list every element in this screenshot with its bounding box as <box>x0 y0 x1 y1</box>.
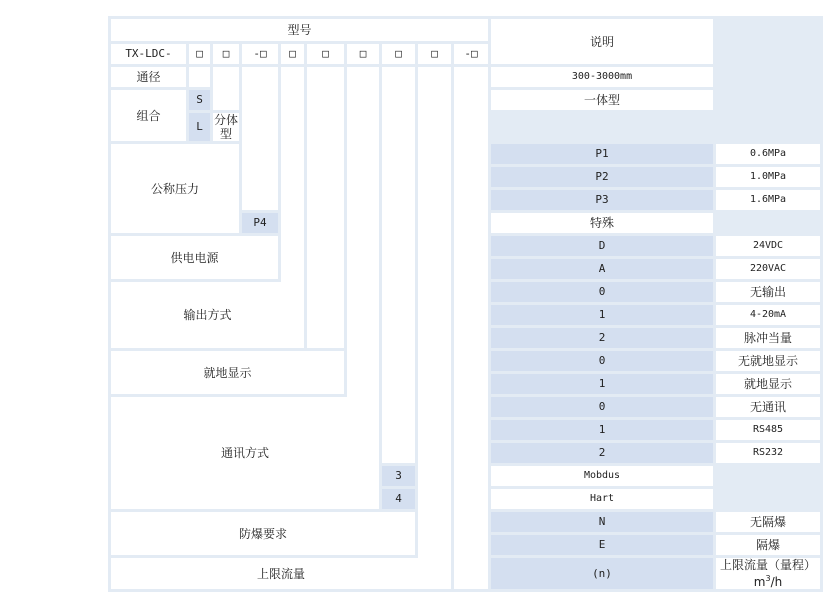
slot-placeholder: □ <box>382 44 415 64</box>
explosion-code: N <box>491 512 713 532</box>
power-code: D <box>491 236 713 256</box>
display-desc: 就地显示 <box>716 374 820 394</box>
limit-code: (n) <box>491 558 713 589</box>
comm-label: 通讯方式 <box>111 397 379 509</box>
bore-label: 通径 <box>111 67 186 87</box>
limit-desc <box>716 558 820 589</box>
empty-cell <box>347 67 379 417</box>
limit-desc-sup: 3 <box>765 574 771 583</box>
pressure-desc: 特殊 <box>491 213 713 233</box>
comm-desc: RS232 <box>716 443 820 463</box>
model-prefix: TX-LDC- <box>111 44 186 64</box>
comm-desc: 无通讯 <box>716 397 820 417</box>
explosion-desc: 无隔爆 <box>716 512 820 532</box>
limit-label: 上限流量 <box>111 558 451 589</box>
output-desc: 4-20mA <box>716 305 820 325</box>
empty-cell <box>281 67 304 302</box>
explosion-code: E <box>491 535 713 555</box>
explosion-desc: 隔爆 <box>716 535 820 555</box>
empty-cell <box>454 67 488 589</box>
description-header: 说明 <box>491 19 713 64</box>
power-desc: 220VAC <box>716 259 820 279</box>
explosion-label: 防爆要求 <box>111 512 415 555</box>
combo-label: 组合 <box>111 90 186 141</box>
pressure-label: 公称压力 <box>111 144 239 233</box>
empty-cell <box>213 67 239 110</box>
display-desc: 无就地显示 <box>716 351 820 371</box>
model-spec-table <box>108 16 823 592</box>
bore-desc: 300-3000mm <box>491 67 713 87</box>
comm-code: 2 <box>491 443 713 463</box>
empty-cell <box>189 67 210 87</box>
pressure-code: P3 <box>491 190 713 210</box>
slot-placeholder: □ <box>281 44 304 64</box>
output-code: 1 <box>491 305 713 325</box>
slot-placeholder: □ <box>189 44 210 64</box>
slot-placeholder: □ <box>307 44 344 64</box>
combo-desc: 分体型 <box>213 113 238 141</box>
slot-placeholder: □ <box>418 44 451 64</box>
display-code: 0 <box>491 351 713 371</box>
comm-desc: Mobdus <box>491 466 713 486</box>
output-code: 0 <box>491 282 713 302</box>
comm-code: 1 <box>491 420 713 440</box>
comm-code: 0 <box>491 397 713 417</box>
power-desc: 24VDC <box>716 236 820 256</box>
empty-cell <box>382 67 415 463</box>
slot-placeholder: □ <box>347 44 379 64</box>
slot-placeholder: -□ <box>242 44 278 64</box>
pressure-desc: 1.0MPa <box>716 167 820 187</box>
combo-desc: 一体型 <box>491 90 713 110</box>
comm-desc: Hart <box>491 489 713 509</box>
empty-cell <box>418 67 451 589</box>
comm-code: 4 <box>382 489 415 509</box>
combo-code: L <box>189 113 210 141</box>
limit-desc-tail: /h <box>770 575 783 589</box>
output-label: 输出方式 <box>111 282 304 348</box>
combo-code: S <box>189 90 210 110</box>
power-code: A <box>491 259 713 279</box>
pressure-code: P4 <box>242 213 278 233</box>
empty-cell <box>242 67 278 210</box>
pressure-desc: 1.6MPa <box>716 190 820 210</box>
model-header: 型号 <box>111 19 488 41</box>
pressure-desc: 0.6MPa <box>716 144 820 164</box>
slot-placeholder: □ <box>213 44 239 64</box>
output-desc: 无输出 <box>716 282 820 302</box>
slot-placeholder: -□ <box>454 44 488 64</box>
pressure-code: P2 <box>491 167 713 187</box>
pressure-code: P1 <box>491 144 713 164</box>
display-code: 1 <box>491 374 713 394</box>
empty-cell <box>307 67 344 348</box>
output-desc: 脉冲当量 <box>716 328 820 348</box>
comm-desc: RS485 <box>716 420 820 440</box>
output-code: 2 <box>491 328 713 348</box>
comm-code: 3 <box>382 466 415 486</box>
display-label: 就地显示 <box>111 351 344 394</box>
power-label: 供电电源 <box>111 236 278 279</box>
limit-desc-text: 上限流量（量程）m <box>719 558 816 589</box>
